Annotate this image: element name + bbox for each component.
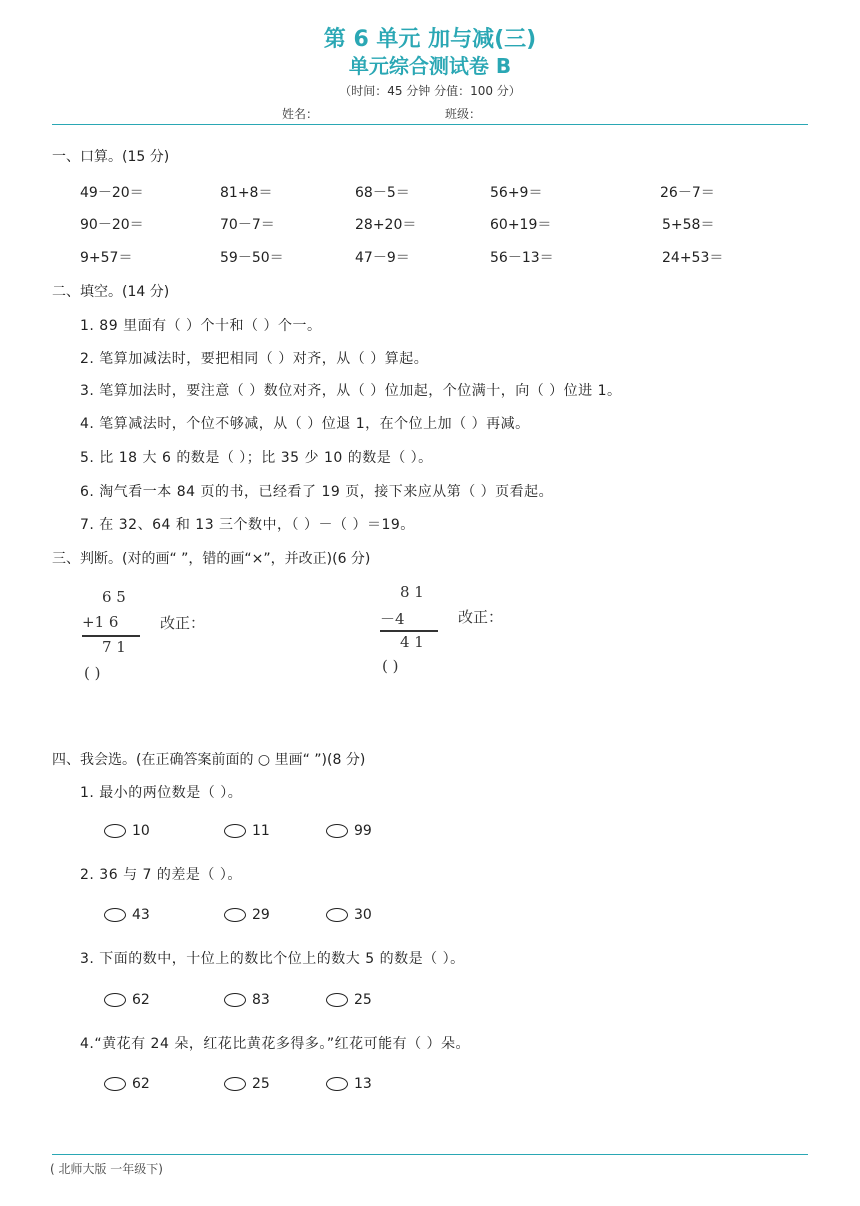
difference-result: 4 1: [400, 633, 424, 651]
choice-option[interactable]: 13: [326, 1076, 372, 1092]
addend-top: 6 5: [102, 588, 126, 606]
choice-question: 2. 36 与 7 的差是（ ）。: [80, 867, 242, 883]
oval-checkbox-icon[interactable]: [326, 1077, 348, 1091]
section1-heading: 一、口算。(15 分): [52, 149, 170, 165]
fill-blank-item: 5. 比 18 大 6 的数是（ ）；比 35 少 10 的数是（ ）。: [80, 450, 433, 466]
calc-item: 90－20＝: [80, 217, 144, 233]
oval-checkbox-icon[interactable]: [104, 1077, 126, 1091]
oval-checkbox-icon[interactable]: [326, 993, 348, 1007]
sum-result: 7 1: [102, 638, 126, 656]
addend-bottom: +1 6: [82, 613, 119, 631]
oval-checkbox-icon[interactable]: [224, 1077, 246, 1091]
judge-paren: ( ): [84, 664, 101, 682]
oval-checkbox-icon[interactable]: [104, 993, 126, 1007]
choice-option[interactable]: 83: [224, 992, 270, 1008]
choice-option[interactable]: 43: [104, 907, 150, 923]
fill-blank-item: 3. 笔算加法时，要注意（ ）数位对齐，从（ ）位加起，个位满十，向（ ）位进 1。: [80, 383, 622, 399]
footer-edition: ( 北师大版 一年级下): [50, 1162, 163, 1176]
choice-option[interactable]: 29: [224, 907, 270, 923]
choice-option[interactable]: 11: [224, 823, 270, 839]
choice-option[interactable]: 10: [104, 823, 150, 839]
oval-checkbox-icon[interactable]: [326, 908, 348, 922]
fill-blank-item: 6. 淘气看一本 84 页的书，已经看了 19 页，接下来应从第（ ）页看起。: [80, 484, 554, 500]
class-label: 班级：: [445, 107, 482, 121]
choice-option[interactable]: 62: [104, 1076, 150, 1092]
name-label: 姓名：: [282, 107, 319, 121]
choice-option[interactable]: 99: [326, 823, 372, 839]
calc-item: 24+53＝: [662, 250, 724, 266]
title-line2: 单元综合测试卷 B: [348, 54, 512, 78]
choice-question: 1. 最小的两位数是（ ）。: [80, 785, 243, 801]
fill-blank-item: 4. 笔算减法时，个位不够减，从（ ）位退 1，在个位上加（ ）再减。: [80, 416, 530, 432]
oval-checkbox-icon[interactable]: [326, 824, 348, 838]
oval-checkbox-icon[interactable]: [104, 908, 126, 922]
fill-blank-item: 2. 笔算加减法时，要把相同（ ）对齐，从（ ）算起。: [80, 351, 429, 367]
calc-item: 68－5＝: [355, 185, 410, 201]
subtrahend: －4: [380, 610, 405, 628]
oval-checkbox-icon[interactable]: [224, 824, 246, 838]
footer-rule: [52, 1154, 808, 1155]
calc-item: 59－50＝: [220, 250, 284, 266]
test-meta: （时间：45 分钟 分值：100 分）: [339, 84, 521, 98]
calc-item: 26－7＝: [660, 185, 715, 201]
choice-option[interactable]: 25: [326, 992, 372, 1008]
fill-blank-item: 7. 在 32、64 和 13 三个数中，（ ）－（ ）＝19。: [80, 517, 415, 533]
oval-checkbox-icon[interactable]: [224, 993, 246, 1007]
choice-question: 3. 下面的数中，十位上的数比个位上的数大 5 的数是（ ）。: [80, 951, 465, 967]
difference-line: [380, 630, 438, 632]
calc-item: 56－13＝: [490, 250, 554, 266]
oval-checkbox-icon[interactable]: [224, 908, 246, 922]
choice-option[interactable]: 62: [104, 992, 150, 1008]
calc-item: 60+19＝: [490, 217, 552, 233]
minuend: 8 1: [400, 583, 424, 601]
choice-option[interactable]: 30: [326, 907, 372, 923]
judge-paren: ( ): [382, 657, 399, 675]
fill-blank-item: 1. 89 里面有（ ）个十和（ ）个一。: [80, 318, 322, 334]
calc-item: 81+8＝: [220, 185, 273, 201]
calc-item: 5+58＝: [662, 217, 715, 233]
sum-line: [82, 635, 140, 637]
correction-label: 改正：: [160, 614, 206, 632]
calc-item: 56+9＝: [490, 185, 543, 201]
choice-option[interactable]: 25: [224, 1076, 270, 1092]
section4-heading: 四、我会选。(在正确答案前面的 ○ 里画“ ”)(8 分): [52, 752, 366, 768]
calc-item: 49－20＝: [80, 185, 144, 201]
calc-item: 9+57＝: [80, 250, 133, 266]
header-rule: [52, 124, 808, 125]
choice-question: 4.“黄花有 24 朵，红花比黄花多得多。”红花可能有（ ）朵。: [80, 1036, 471, 1052]
calc-item: 70－7＝: [220, 217, 275, 233]
correction-label: 改正：: [458, 608, 504, 626]
oval-checkbox-icon[interactable]: [104, 824, 126, 838]
title-line1: 第 6 单元 加与减(三): [323, 27, 537, 52]
calc-item: 47－9＝: [355, 250, 410, 266]
section2-heading: 二、填空。(14 分): [52, 284, 170, 300]
section3-heading: 三、判断。(对的画“ ”，错的画“×”，并改正)(6 分): [52, 551, 371, 567]
calc-item: 28+20＝: [355, 217, 417, 233]
